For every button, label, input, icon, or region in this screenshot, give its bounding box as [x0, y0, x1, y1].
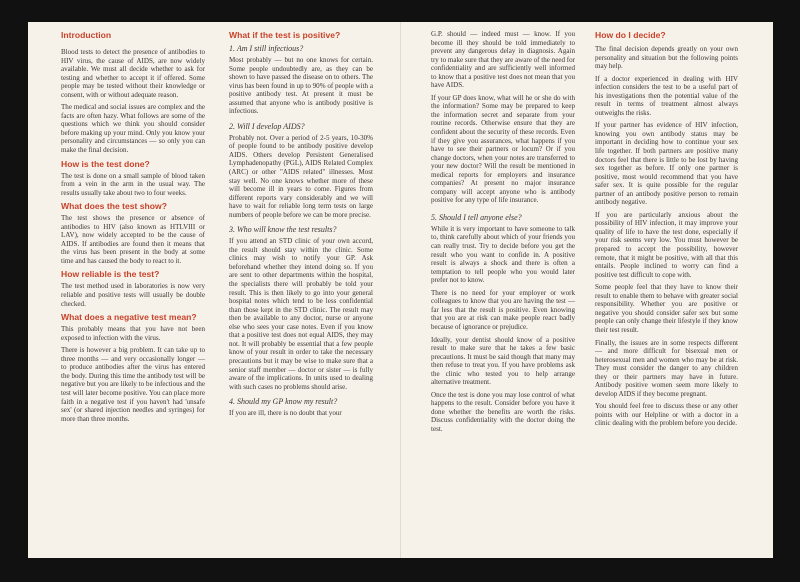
- column-3: [431, 30, 575, 438]
- gp-paragraph-1: G.P. should — indeed must — know. If you become ill they should be told immediately to prevent any dangerous delay in diagnosis. Again try to make sure that they are aware of the need for confidentiality and are sufficiently well informed to know that a positive test does not mean that you have AIDS.: [431, 30, 575, 90]
- heading-negative: What does a negative test mean?: [61, 312, 197, 323]
- negative-paragraph-2: There is however a big problem. It can take up to three months — and very occasionally longer — to produce antibodies after the virus has entered the body. During this time the antibody test will be negative but you are likely to be infectious and the test will later become positive. You can place more faith in a negative test if you haven't had 'unsafe sex' (or shared injection needles and syringes) for more than three months.: [61, 346, 205, 423]
- reliable-paragraph: The test method used in laboratories is now very reliable and positive tests will usually be double checked.: [61, 282, 205, 308]
- question-2: 2. Will I develop AIDS?: [229, 121, 305, 131]
- decide-paragraph-1: The final decision depends greatly on your own personality and situation but the following points may help.: [595, 45, 738, 71]
- intro-paragraph-1: Blood tests to detect the presence of antibodies to HIV virus, the cause of AIDS, are now widely available. We must all decide whether to ask for testing and whether to accept it if offered. Some people may be tested without their knowledge or consent, with or without adequate reason.: [61, 48, 205, 99]
- heading-reliable: How reliable is the test?: [61, 269, 160, 280]
- decide-paragraph-2: If a doctor experienced in dealing with HIV infection considers the test to be a useful part of his investigations then the potential value of the result in terms of treatment almost always outweighs the risks.: [595, 74, 738, 117]
- intro-paragraph-2: The medical and social issues are complex and the facts are often hazy. What follows are some of the questions which we think you should consider before making up your mind. Only you know your personality and circumstances — so only you can make the final decision.: [61, 103, 205, 155]
- tell-paragraph-3: Ideally, your dentist should know of a positive result to make sure that he takes a few basic precautions. It must be said though that many may then refuse to treat you. If you have problems ask the clinic who tested you to help arrange alternative treatment.: [431, 335, 575, 387]
- question-1: 1. Am I still infectious?: [229, 44, 304, 53]
- tell-paragraph-2: There is no need for your employer or work colleagues to know that you are having the test — far less that the result is positive. Even knowing that you are at risk can make people react badly because of ignorance or prejudice.: [431, 288, 575, 331]
- how-paragraph: The test is done on a small sample of blood taken from a vein in the arm in the usual way. The results usually take about two to four weeks.: [61, 171, 205, 197]
- question-2-answer: Probably not. Over a period of 2-5 years, 10-30% of people found to be antibody positive develop AIDS. Others develop Persistent Generalised Lymphadenopathy (PGL), AIDS Related Complex (ARC) or other "AIDS related" illnesses. Most stay well. No one knows whether more of these will become ill in years to come. Figures from different reports vary considerably and we will have to wait for reliable long term tests on large numbers of people before we can be more precise.: [229, 133, 373, 219]
- decide-paragraph-6: Finally, the issues are in some respects different — and more difficult for bisexual men or heterosexual men and women who may be at risk. They must consider the danger to any children they or their partners may have in future. Antibody positive women seem more likely to develop AIDS if they become pregnant.: [595, 338, 738, 398]
- question-3: 3. Who will know the test results?: [229, 225, 337, 235]
- heading-how-done: How is the test done?: [61, 158, 150, 169]
- question-3-answer: If you attend an STD clinic of your own accord, the result should stay within the clinic. Some clinics may wish to notify your GP. Ask beforehand whether they intend doing so. If you are sent to other departments within the hospital, the specialists there will probably be told your result. This is then likely to go into your general hospital notes which tend to be less confidential than those kept in the STD clinic. The result may then be available to any doctor, nurse or anyone else who sees your case notes. Even if you know that a positive test does not equal AIDS, they may not. It will probably be essential that a few people know of your result in order to take the necessary precautions but it may be wise to make sure that a senior staff member — doctor or sister — is fully aware of the implications. In units used to dealing with such cases no problems should arise.: [229, 237, 373, 391]
- column-1: [61, 30, 205, 427]
- column-4: [595, 30, 738, 432]
- tell-paragraph-1: While it is very important to have someone to talk to, think carefully about which of your friends you can really trust. Try to decide before you get the result who you want to confide in. A positive result is always a shock and there is often a temptation to tell people who you would later prefer not to know.: [431, 224, 575, 285]
- heading-decide: How do I decide?: [595, 30, 666, 40]
- heading-positive: What if the test is positive?: [229, 30, 341, 40]
- negative-paragraph-1: This probably means that you have not been exposed to infection with the virus.: [61, 325, 205, 342]
- decide-paragraph-5: Some people feel that they have to know their result to enable them to behave with greater social responsibility. Whether you are positive or negative you should consider safer sex but some people can only change their lifestyle if they know their test result.: [595, 283, 738, 334]
- page-fold: [400, 22, 401, 558]
- decide-paragraph-4: If you are particularly anxious about the possibility of HIV infection, it may improve your quality of life to have the test done, especially if your risk seems very low. You must however be prepared to accept the possibility, however remote, that it might be positive, with all that this entails. People inclined to worry can find a positive test difficult to cope with.: [595, 210, 738, 279]
- gp-paragraph-2: If your GP does know, what will he or she do with the information? Some may be prepared to keep the information secret and separate from your routine records. Otherwise ensure that they are confident about the security of these records. Even if they give you assurances, what happens if you have to see their partners or locum? Or if you change doctors, when your notes are transferred to your new doctor? Will the result be mentioned in medical reports for employers and insurance companies? At present no major insurance company will accept anyone who is antibody positive for any type of life insurance.: [431, 93, 575, 205]
- question-4: 4. Should my GP know my result?: [229, 397, 338, 407]
- question-1-answer: Most probably — but no one knows for certain. Some people undoubtedly are, as they can be shown to have passed the disease on to others. The virus has been found in up to 90% of people with a positive antibody test. At present it must be assumed that anyone who is antibody positive is infectious.: [229, 56, 373, 116]
- column-2: [229, 30, 373, 422]
- heading-introduction: Introduction: [61, 30, 112, 40]
- tell-paragraph-4: Once the test is done you may lose control of what happens to the result. Consider before you have it done whether the benefits are worth the risks. Discuss confidentiality with the doctor doing the test.: [431, 390, 575, 433]
- question-4-answer: If you are ill, there is no doubt that your: [229, 409, 342, 418]
- heading-test-show: What does the test show?: [61, 201, 167, 212]
- show-paragraph: The test shows the presence or absence of antibodies to HIV (also known as HTLVIII or LAV), now widely accepted to be the cause of AIDS. If antibodies are found then it means that the virus has been present in the body at some time and has caused the body to react to it.: [61, 214, 205, 265]
- decide-paragraph-3: If your partner has evidence of HIV infection, knowing you own antibody status may be important in deciding how to continue your sex life together. If both partners are positive many doctors feel that there is little to be lost by having sex together as before. If only one partner is positive, most would recommend that you have safer sex. It is quite possible for the regular partner of an antibody positive person to remain antibody negative.: [595, 121, 738, 207]
- decide-paragraph-7: You should feel free to discuss these or any other points with our Helpline or with a doctor in a clinic dealing with the problem before you decide.: [595, 402, 738, 428]
- question-5: 5. Should I tell anyone else?: [431, 212, 522, 222]
